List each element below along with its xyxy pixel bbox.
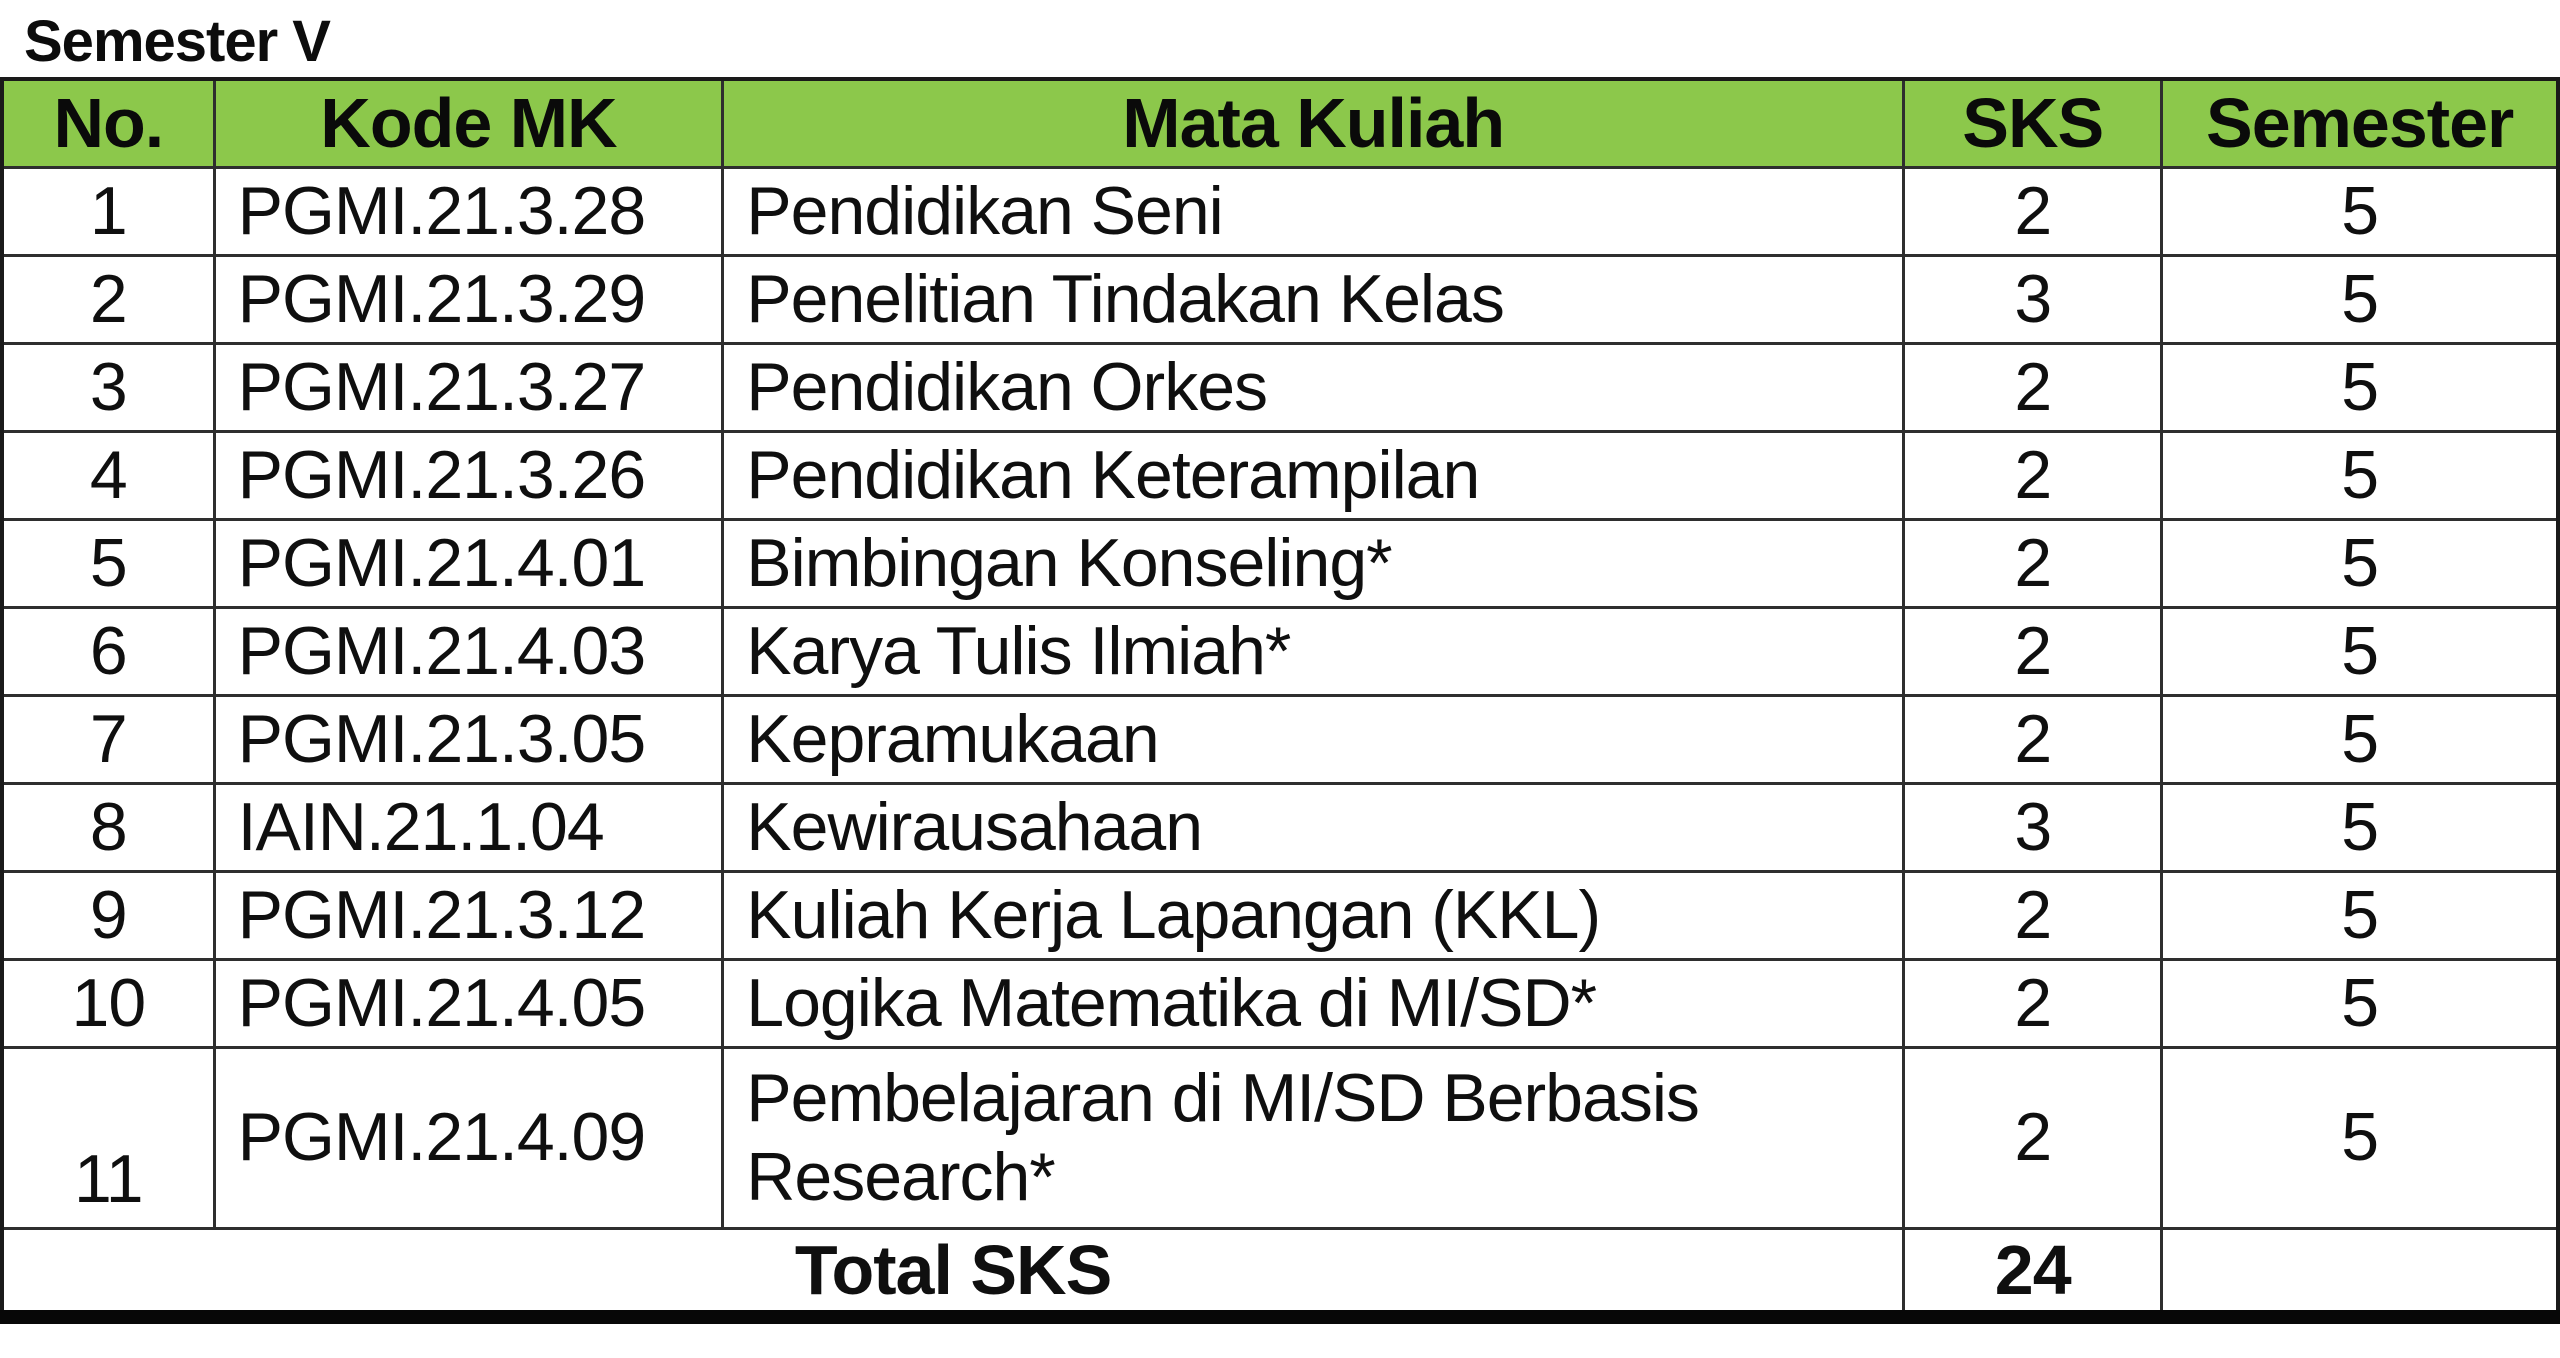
- page-title: Semester V: [24, 9, 330, 74]
- semester-cell: 5: [2162, 343, 2558, 431]
- sks-cell: 2: [1904, 1047, 2162, 1228]
- course-code-cell: PGMI.21.3.05: [214, 695, 723, 783]
- table-row: [2, 1047, 2558, 1228]
- table-row: [2, 783, 2558, 871]
- sks-cell: 2: [1904, 167, 2162, 255]
- sks-cell: 2: [1904, 607, 2162, 695]
- course-table: [0, 77, 2560, 1324]
- table-header: [2, 79, 2558, 167]
- course-name-cell: Penelitian Tindakan Kelas: [723, 255, 1904, 343]
- total-label-cell: Total SKS: [2, 1228, 1904, 1317]
- course-name-cell: Kuliah Kerja Lapangan (KKL): [723, 871, 1904, 959]
- row-number-cell: 6: [2, 607, 214, 695]
- course-code-cell: PGMI.21.3.27: [214, 343, 723, 431]
- sks-cell: 2: [1904, 343, 2162, 431]
- course-name-cell: Kewirausahaan: [723, 783, 1904, 871]
- course-name-cell: Pembelajaran di MI/SD Berbasis Research*: [723, 1047, 1904, 1228]
- course-name-cell: Bimbingan Konseling*: [723, 519, 1904, 607]
- total-row: [2, 1228, 2558, 1317]
- course-code-cell: IAIN.21.1.04: [214, 783, 723, 871]
- semester-cell: 5: [2162, 519, 2558, 607]
- sks-cell: 3: [1904, 255, 2162, 343]
- col-header-mata-kuliah: Mata Kuliah: [723, 79, 1904, 167]
- course-name-cell: Pendidikan Seni: [723, 167, 1904, 255]
- course-code-cell: PGMI.21.3.26: [214, 431, 723, 519]
- table-row: [2, 343, 2558, 431]
- semester-cell: 5: [2162, 695, 2558, 783]
- table-row: [2, 519, 2558, 607]
- sks-cell: 2: [1904, 519, 2162, 607]
- row-number-cell: 7: [2, 695, 214, 783]
- course-code-cell: PGMI.21.4.05: [214, 959, 723, 1047]
- table-footer: [2, 1228, 2558, 1317]
- course-name-cell: Logika Matematika di MI/SD*: [723, 959, 1904, 1047]
- row-number-cell: 3: [2, 343, 214, 431]
- row-number-cell: 10: [2, 959, 214, 1047]
- col-header-no: No.: [2, 79, 214, 167]
- course-code-cell: PGMI.21.3.12: [214, 871, 723, 959]
- col-header-kode-mk: Kode MK: [214, 79, 723, 167]
- course-name-cell: Pendidikan Orkes: [723, 343, 1904, 431]
- semester-cell: 5: [2162, 255, 2558, 343]
- row-number-cell: 2: [2, 255, 214, 343]
- sks-cell: 2: [1904, 871, 2162, 959]
- semester-cell: 5: [2162, 871, 2558, 959]
- sks-cell: 3: [1904, 783, 2162, 871]
- table-row: [2, 167, 2558, 255]
- semester-cell: 5: [2162, 783, 2558, 871]
- semester-cell: 5: [2162, 607, 2558, 695]
- row-number-cell: 11: [2, 1047, 214, 1228]
- row-number-cell: 1: [2, 167, 214, 255]
- course-name-cell: Kepramukaan: [723, 695, 1904, 783]
- table-row: [2, 255, 2558, 343]
- course-code-cell: PGMI.21.4.09: [214, 1047, 723, 1228]
- semester-cell: 5: [2162, 1047, 2558, 1228]
- col-header-semester: Semester: [2162, 79, 2558, 167]
- row-number-cell: 8: [2, 783, 214, 871]
- row-number-cell: 9: [2, 871, 214, 959]
- semester-cell: 5: [2162, 431, 2558, 519]
- semester-cell: 5: [2162, 167, 2558, 255]
- row-number-cell: 4: [2, 431, 214, 519]
- course-table-body: [2, 167, 2558, 1228]
- total-semester-cell: [2162, 1228, 2558, 1317]
- course-code-cell: PGMI.21.4.01: [214, 519, 723, 607]
- col-header-sks: SKS: [1904, 79, 2162, 167]
- table-row: [2, 959, 2558, 1047]
- semester-cell: 5: [2162, 959, 2558, 1047]
- total-sks-cell: 24: [1904, 1228, 2162, 1317]
- table-row: [2, 431, 2558, 519]
- table-row: [2, 695, 2558, 783]
- course-code-cell: PGMI.21.3.29: [214, 255, 723, 343]
- course-name-cell: Pendidikan Keterampilan: [723, 431, 1904, 519]
- sks-cell: 2: [1904, 695, 2162, 783]
- sks-cell: 2: [1904, 431, 2162, 519]
- row-number-cell: 5: [2, 519, 214, 607]
- sks-cell: 2: [1904, 959, 2162, 1047]
- course-name-cell: Karya Tulis Ilmiah*: [723, 607, 1904, 695]
- table-row: [2, 607, 2558, 695]
- table-row: [2, 871, 2558, 959]
- course-code-cell: PGMI.21.4.03: [214, 607, 723, 695]
- course-code-cell: PGMI.21.3.28: [214, 167, 723, 255]
- header-row: [2, 79, 2558, 167]
